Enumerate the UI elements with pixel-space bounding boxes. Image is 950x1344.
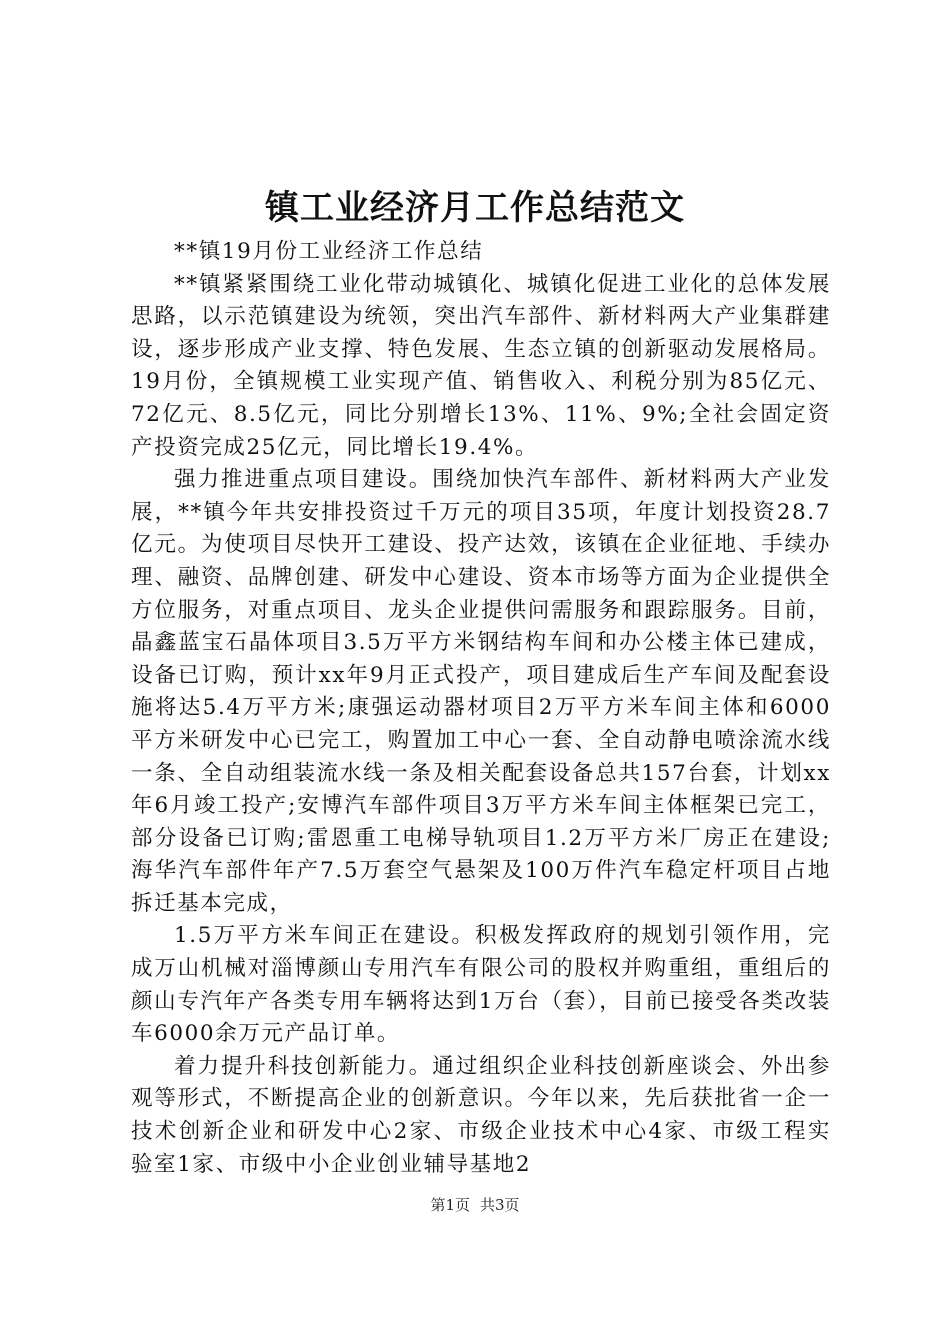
- paragraph-workshop-construction: 1.5万平方米车间正在建设。积极发挥政府的规划引领作用，完成万山机械对淄博颜山专用汽车有限公司的股权并购重组，重组后的颜山专汽年产各类专用车辆将达到1万台（套），目前已接受各类改装车6000余万元产品订单。: [131, 923, 831, 1047]
- paragraph-subtitle: **镇19月份工业经济工作总结: [174, 239, 484, 264]
- page-title: 镇工业经济月工作总结范文: [265, 188, 685, 228]
- page-number-current: 第1页: [430, 1196, 470, 1214]
- paragraph-overview: **镇紧紧围绕工业化带动城镇化、城镇化促进工业化的总体发展思路，以示范镇建设为统领，突出汽车部件、新材料两大产业集群建设，逐步形成产业支撑、特色发展、生态立镇的创新驱动发展格局。19月份，全镇规模工业实现产值、销售收入、利税分别为85亿元、72亿元、8.5亿元，同比分别增长13%、11%、9%;全社会固定资产投资完成25亿元，同比增长19.4%。: [131, 271, 831, 460]
- document-body: [131, 236, 831, 1181]
- paragraph-tech-innovation: 着力提升科技创新能力。通过组织企业科技创新座谈会、外出参观等形式，不断提高企业的创新意识。今年以来，先后获批省一企一技术创新企业和研发中心2家、市级企业技术中心4家、市级工程实验室1家、市级中小企业创业辅导基地2: [131, 1053, 831, 1177]
- page-number-total: 共3页: [480, 1196, 520, 1214]
- paragraph-key-projects: 强力推进重点项目建设。围绕加快汽车部件、新材料两大产业发展，**镇今年共安排投资过千万元的项目35项，年度计划投资28.7亿元。为使项目尽快开工建设、投产达效，该镇在企业征地、手续办理、融资、品牌创建、研发中心建设、资本市场等方面为企业提供全方位服务，对重点项目、龙头企业提供问需服务和跟踪服务。目前，晶鑫蓝宝石晶体项目3.5万平方米钢结构车间和办公楼主体已建成，设备已订购，预计xx年9月正式投产，项目建成后生产车间及配套设施将达5.4万平方米;康强运动器材项目2万平方米车间主体和6000平方米研发中心已完工，购置加工中心一套、全自动静电喷涂流水线一条、全自动组装流水线一条及相关配套设备总共157台套，计划xx年6月竣工投产;安博汽车部件项目3万平方米车间主体框架已完工，部分设备已订购;雷恩重工电梯导轨项目1.2万平方米厂房正在建设;海华汽车部件年产7.5万套空气悬架及100万件汽车稳定杆项目占地拆迁基本完成，: [131, 467, 831, 916]
- page-footer: [0, 1194, 950, 1216]
